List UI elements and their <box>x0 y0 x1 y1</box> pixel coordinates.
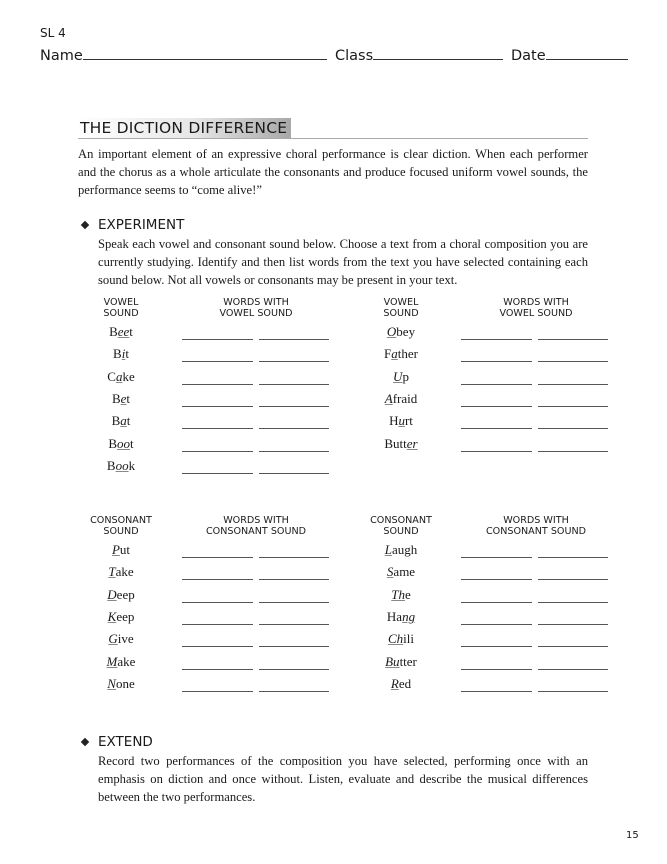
word-highlight: Th <box>391 586 405 602</box>
word-highlight: N <box>107 675 116 691</box>
answer-blank[interactable] <box>182 361 253 362</box>
word-suffix: fraid <box>392 390 418 406</box>
page-number: 15 <box>626 830 639 841</box>
sound-word <box>351 609 451 625</box>
sound-word <box>351 587 451 603</box>
word-prefix: B <box>108 435 118 451</box>
word-suffix: t <box>126 390 131 406</box>
word-highlight: e <box>120 390 127 406</box>
word-prefix: B <box>111 413 121 429</box>
word-prefix: B <box>113 346 122 362</box>
answer-blank[interactable] <box>259 579 329 580</box>
word-suffix: eep <box>116 608 135 624</box>
sound-word <box>71 458 171 474</box>
word-suffix: t <box>129 324 133 339</box>
answer-blank[interactable] <box>259 646 329 647</box>
experiment-paragraph: Speak each vowel and consonant sound below. Choose a text from a choral composition you are currently studying. Identify and then list words from the text you have selected containing each sound below. Not all vowels or consonants may be present in your text. <box>98 237 588 287</box>
answer-blank[interactable] <box>182 557 253 558</box>
word-suffix: e <box>404 586 411 602</box>
words-column-header <box>176 297 336 319</box>
answer-blank[interactable] <box>538 361 608 362</box>
sound-word <box>71 413 171 429</box>
word-suffix: bey <box>396 324 416 339</box>
sound-word <box>351 564 451 580</box>
answer-blank[interactable] <box>259 473 329 474</box>
word-highlight: P <box>111 542 120 557</box>
bullet-diamond-icon <box>81 738 89 746</box>
header-line: SOUND <box>383 526 419 537</box>
word-highlight: S <box>386 564 394 580</box>
page-title: THE DICTION DIFFERENCE <box>78 118 291 138</box>
word-highlight: a <box>120 413 127 429</box>
answer-blank[interactable] <box>461 361 532 362</box>
answer-blank[interactable] <box>259 406 329 407</box>
answer-blank[interactable] <box>259 361 329 362</box>
answer-blank[interactable] <box>182 406 253 407</box>
header-line: WORDS WITH <box>503 297 569 308</box>
sound-word <box>71 676 171 692</box>
bullet-diamond-icon <box>81 221 89 229</box>
sound-word <box>71 631 171 647</box>
experiment-heading: EXPERIMENT <box>98 217 185 233</box>
answer-blank[interactable] <box>538 669 608 670</box>
header-line: SOUND <box>383 308 419 319</box>
answer-blank[interactable] <box>259 339 329 340</box>
header-line: VOWEL <box>103 297 139 308</box>
answer-blank[interactable] <box>461 339 532 340</box>
answer-blank[interactable] <box>182 646 253 647</box>
header-line: CONSONANT <box>370 515 432 526</box>
answer-blank[interactable] <box>538 428 608 429</box>
answer-blank[interactable] <box>182 428 253 429</box>
answer-blank[interactable] <box>538 646 608 647</box>
answer-blank[interactable] <box>538 384 608 385</box>
word-highlight: a <box>391 346 398 362</box>
answer-blank[interactable] <box>538 406 608 407</box>
sound-word <box>351 436 451 452</box>
word-highlight: M <box>106 653 118 669</box>
answer-blank[interactable] <box>461 384 532 385</box>
sound-word <box>71 587 171 603</box>
header-line: VOWEL <box>383 297 419 308</box>
word-prefix: B <box>109 324 118 339</box>
word-suffix: ake <box>117 653 136 669</box>
answer-blank[interactable] <box>461 579 532 580</box>
answer-blank[interactable] <box>182 669 253 670</box>
answer-blank[interactable] <box>461 406 532 407</box>
title-bar <box>78 118 588 139</box>
answer-blank[interactable] <box>259 624 329 625</box>
word-prefix: F <box>384 346 392 362</box>
sound-word <box>71 564 171 580</box>
intro-paragraph: An important element of an expressive choral performance is clear diction. When each performer and the chorus as a whole articulate the consonants and produce focused uniform vowel sounds, the performance seems to “come alive!” <box>78 147 588 197</box>
answer-blank[interactable] <box>182 473 253 474</box>
header-line: WORDS WITH <box>223 297 289 308</box>
word-prefix: B <box>111 390 121 406</box>
word-highlight: Ch <box>387 631 404 647</box>
sound-word <box>351 324 451 340</box>
words-column-header <box>456 515 616 537</box>
header-line: SOUND <box>103 526 139 537</box>
answer-blank[interactable] <box>182 579 253 580</box>
answer-blank[interactable] <box>538 579 608 580</box>
name-blank[interactable] <box>83 45 327 60</box>
answer-blank[interactable] <box>538 451 608 452</box>
word-suffix: ive <box>117 631 134 647</box>
word-highlight: ee <box>117 324 130 339</box>
header-line: VOWEL SOUND <box>219 308 293 319</box>
answer-blank[interactable] <box>259 384 329 385</box>
answer-blank[interactable] <box>182 339 253 340</box>
word-suffix: augh <box>391 542 418 557</box>
answer-blank[interactable] <box>182 691 253 692</box>
word-highlight: a <box>115 368 123 384</box>
answer-blank[interactable] <box>259 691 329 692</box>
word-highlight: i <box>121 346 126 362</box>
extend-heading: EXTEND <box>98 734 153 750</box>
word-highlight: T <box>108 564 116 580</box>
sound-word <box>71 391 171 407</box>
answer-blank[interactable] <box>461 691 532 692</box>
answer-blank[interactable] <box>259 602 329 603</box>
header-line: CONSONANT <box>90 515 152 526</box>
word-highlight: G <box>108 631 118 647</box>
answer-blank[interactable] <box>182 602 253 603</box>
words-column-header <box>176 515 336 537</box>
sound-word <box>71 346 171 362</box>
sound-word <box>71 542 171 558</box>
answer-blank[interactable] <box>538 339 608 340</box>
sound-word <box>351 391 451 407</box>
answer-blank[interactable] <box>538 557 608 558</box>
words-column-header <box>456 297 616 319</box>
word-suffix: t <box>130 435 134 451</box>
answer-blank[interactable] <box>259 451 329 452</box>
header-line: SOUND <box>103 308 139 319</box>
worksheet-code: SL 4 <box>40 26 66 40</box>
sound-word <box>351 631 451 647</box>
answer-blank[interactable] <box>538 602 608 603</box>
word-highlight: oo <box>117 435 131 451</box>
word-suffix: p <box>402 368 409 384</box>
header-line: WORDS WITH <box>223 515 289 526</box>
date-label: Date <box>511 48 546 64</box>
word-suffix: ut <box>119 542 131 557</box>
word-suffix: t <box>126 413 131 429</box>
answer-blank[interactable] <box>538 624 608 625</box>
word-prefix: B <box>106 457 116 473</box>
word-prefix: Ha <box>386 608 403 624</box>
answer-blank[interactable] <box>461 624 532 625</box>
answer-blank[interactable] <box>259 557 329 558</box>
date-blank[interactable] <box>546 45 628 60</box>
word-suffix: tter <box>399 653 417 669</box>
word-prefix: H <box>389 413 399 429</box>
sound-word <box>351 413 451 429</box>
word-suffix: ili <box>403 631 414 647</box>
date-field[interactable] <box>511 45 628 64</box>
header-line: CONSONANT SOUND <box>205 526 307 537</box>
word-suffix: ther <box>397 346 418 362</box>
word-highlight: u <box>398 413 405 429</box>
answer-blank[interactable] <box>461 669 532 670</box>
sound-word <box>351 542 451 558</box>
sound-word <box>351 346 451 362</box>
sound-word <box>71 436 171 452</box>
word-highlight: O <box>386 324 397 339</box>
word-suffix: rt <box>404 413 413 429</box>
sound-word <box>351 654 451 670</box>
word-highlight: A <box>384 390 393 406</box>
answer-blank[interactable] <box>538 691 608 692</box>
answer-blank[interactable] <box>461 451 532 452</box>
word-highlight: L <box>384 542 392 557</box>
word-suffix: ed <box>398 675 412 691</box>
word-highlight: U <box>393 368 403 384</box>
sound-word <box>351 676 451 692</box>
name-label: Name <box>40 48 83 64</box>
answer-blank[interactable] <box>259 428 329 429</box>
answer-blank[interactable] <box>461 428 532 429</box>
word-prefix: C <box>107 368 116 384</box>
word-suffix: ake <box>115 564 134 580</box>
sound-word <box>71 369 171 385</box>
sound-word <box>71 609 171 625</box>
answer-blank[interactable] <box>461 557 532 558</box>
word-suffix: ke <box>122 368 135 384</box>
word-prefix: Butt <box>384 435 407 451</box>
word-highlight: R <box>390 675 399 691</box>
word-highlight: Bu <box>385 653 400 669</box>
answer-blank[interactable] <box>461 646 532 647</box>
word-suffix: ame <box>393 564 416 580</box>
answer-blank[interactable] <box>182 384 253 385</box>
answer-blank[interactable] <box>259 669 329 670</box>
header-line: VOWEL SOUND <box>499 308 573 319</box>
word-highlight: ng <box>402 608 416 624</box>
answer-blank[interactable] <box>461 602 532 603</box>
header-line: CONSONANT SOUND <box>485 526 587 537</box>
sound-word <box>71 324 171 340</box>
class-blank[interactable] <box>373 45 503 60</box>
answer-blank[interactable] <box>182 451 253 452</box>
word-highlight: K <box>107 608 117 624</box>
word-highlight: oo <box>115 457 129 473</box>
sound-word <box>71 654 171 670</box>
word-suffix: eep <box>116 586 135 602</box>
name-field[interactable] <box>40 45 327 64</box>
word-highlight: er <box>406 435 418 451</box>
word-suffix: one <box>115 675 135 691</box>
word-highlight: D <box>107 586 117 602</box>
class-field[interactable] <box>335 45 503 64</box>
class-label: Class <box>335 48 374 64</box>
word-suffix: t <box>125 346 129 362</box>
answer-blank[interactable] <box>182 624 253 625</box>
sound-word <box>351 369 451 385</box>
word-suffix: k <box>128 457 136 473</box>
header-line: WORDS WITH <box>503 515 569 526</box>
extend-paragraph: Record two performances of the composition you have selected, performing once with an emphasis on diction and once without. Listen, evaluate and describe the musical differences between the two performances. <box>98 754 588 804</box>
